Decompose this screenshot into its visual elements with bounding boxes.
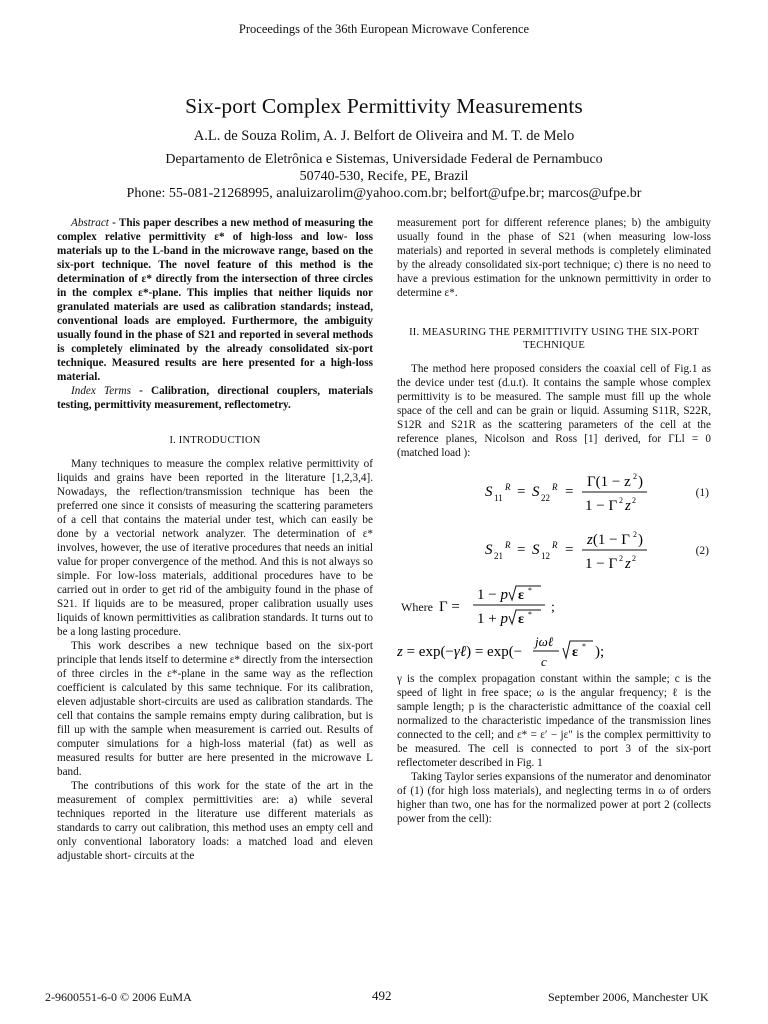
equation-2-graphic xyxy=(397,524,677,576)
contributions-continued: measurement port for different reference planes; b) the ambiguity usually found in the phase of S21 (when measuring low-loss materials) and reported in several methods is completely eliminated by the already consolidated six-port technique; c) there is no need to have a previous estimation for the unknown permittivity in order to determine ε*. xyxy=(397,217,711,299)
svg-text:*: * xyxy=(528,610,532,619)
section-introduction-title: I. INTRODUCTION xyxy=(169,435,261,446)
abstract-text: - This paper describes a new method of measuring the complex relative permittivity ε* of high-loss and low- loss materials up to the L-band in the microwave range, based on the six-port technique. The novel feature of this method is the determination of ε* directly from the intersection of three circles in the complex ε*-plane. This implies that neither liquids nor granulated materials are used as calibration standards; instead, conventional loads are employed. Furthermore, the ambiguity usually found in the phase of S21 and reported in several methods is completely eliminated by the already consolidated six-port technique. Measured results are here presented for a high-loss material. xyxy=(57,217,373,383)
svg-text:R: R xyxy=(505,540,511,550)
section-measuring-title: II. MEASURING THE PERMITTIVITY USING THE SIX-PORT TECHNIQUE xyxy=(409,327,699,351)
affiliation-contact: Phone: 55-081-21268995, analuizarolim@yahoo.com.br; belfort@ufpe.br; marcos@ufpe.br xyxy=(126,186,642,201)
intro-paragraph-1: Many techniques to measure the complex relative permittivity of liquids and grains have been reported in the literature [1,2,3,4]. Nowadays, the reflection/transmission technique has been the preferred one since it consists of measuring the scattering parameters of a cell that contains the material under test, which can easily be done by a vectorial network analyzer. The determination of ε* involves, however, the use of iterative procedures that needs an initial value for proper convergence of the method. And this is not always so simple. For low-loss materials, additional procedures have to be carried out in order to get rid of the ambiguity found in the phase of S21. If liquids are to be measured, proper calibration usually uses liquids of known permittivities as calibration standards. It turns out to be a long lasting procedure. xyxy=(57,458,373,638)
svg-text:ε: ε xyxy=(518,588,524,603)
paper-title: Six-port Complex Permittivity Measurements xyxy=(185,94,583,118)
svg-text:Γ =: Γ = xyxy=(439,599,460,615)
svg-text:z = exp(−γℓ) = exp(−: z = exp(−γℓ) = exp(− xyxy=(397,644,523,660)
gamma-definition xyxy=(397,582,711,632)
svg-text:S: S xyxy=(532,484,540,500)
svg-text:2: 2 xyxy=(619,496,623,505)
svg-text:z: z xyxy=(625,498,631,514)
svg-text:ε: ε xyxy=(518,612,524,627)
svg-text:S: S xyxy=(485,484,493,500)
svg-text:11: 11 xyxy=(494,493,503,503)
left-column xyxy=(57,216,373,863)
abstract xyxy=(57,216,373,384)
equation-2 xyxy=(397,524,711,576)
affiliation-address: 50740-530, Recife, PE, Brazil xyxy=(299,169,469,184)
svg-text:S: S xyxy=(532,542,540,558)
index-terms-label: Index Terms xyxy=(71,385,131,397)
index-terms xyxy=(57,384,373,412)
svg-text:ε: ε xyxy=(572,645,578,660)
conference-header: Proceedings of the 36th European Microwave Conference xyxy=(238,22,530,36)
z-equation-graphic xyxy=(397,632,707,672)
svg-text:Γ(1 − z: Γ(1 − z xyxy=(587,474,631,490)
svg-text:2: 2 xyxy=(633,472,637,481)
svg-text:=: = xyxy=(565,542,574,558)
where-label: Where xyxy=(401,600,433,614)
footer-page-number: 492 xyxy=(372,988,392,1003)
svg-text:): ) xyxy=(638,532,643,548)
equation-1-graphic xyxy=(397,466,677,518)
svg-text:=: = xyxy=(565,484,574,500)
svg-text:R: R xyxy=(552,540,558,550)
gamma-equation-graphic xyxy=(439,582,639,632)
taylor-paragraph: Taking Taylor series expansions of the numerator and denominator of (1) (for high loss materials), and neglecting terms in ω of orders higher than two, one has for the normalized power at port 2 (collects power from the cell): xyxy=(397,771,711,825)
svg-text:R: R xyxy=(552,482,558,492)
svg-text:1 − p: 1 − p xyxy=(477,587,508,603)
intro-paragraph-3: The contributions of this work for the state of the art in the measurement of complex permittivities are: a) while several techniques reported in the literature use different materials as standards to carry out calibration, this method uses an empty cell and only conventional laboratory loads: a matched load and eleven adjustable short- circuits at the xyxy=(57,780,373,862)
svg-text:1 + p: 1 + p xyxy=(477,611,508,627)
svg-text:=: = xyxy=(517,484,526,500)
intro-paragraph-2: This work describes a new technique based on the six-port principle that lends itself to determine ε* directly from the intersection of three circles in the ε*-plane in the same way as the reflection coefficient is calculated by this same technique. For its calibration, eleven adjustable short-circuits are used as calibration standards. The cell that contains the sample remains empty during calibration, but is fill up with the sample when measurement is carried out. Results of computer simulations for a high-loss material (fat) as well as measured results for butter are here presented in the microwave L band. xyxy=(57,640,373,778)
equation-2-number: (2) xyxy=(695,545,709,557)
index-terms-text: - Calibration, directional couplers, materials testing, permittivity measurement, reflectometry. xyxy=(57,385,373,411)
method-paragraph: The method here proposed considers the coaxial cell of Fig.1 as the device under test (d.u.t). It contains the sample whose complex permittivity is to be measured. The sample must fill up the whole space of the cell and can be grain or liquid. Assuming S11R, S22R, S12R and S21R as the scattering parameters of the cell at the reference planes, Nicolson and Ross [1] derived, for ΓLl = 0 (matched load ): xyxy=(397,363,711,459)
svg-text:jωℓ: jωℓ xyxy=(535,634,554,649)
svg-text:12: 12 xyxy=(541,551,550,561)
svg-text:S: S xyxy=(485,542,493,558)
equation-1-number: (1) xyxy=(695,487,709,499)
svg-text:22: 22 xyxy=(541,493,550,503)
svg-text:21: 21 xyxy=(494,551,503,561)
definitions-paragraph: γ is the complex propagation constant within the sample; c is the speed of light in free space; ω is the angular frequency; ℓ is the sample length; p is the characteristic admittance of the coaxial cell normalized to the characteristic impedance of the transmission lines connected to the cell; and ε* = ε′ − jε″ is the complex permittivity to be measured. The cell is connected to port 3 of the six-port reflectometer described in Fig. 1 xyxy=(397,673,711,769)
svg-text:z(1 − Γ: z(1 − Γ xyxy=(587,532,630,548)
svg-text:1 − Γ: 1 − Γ xyxy=(585,556,618,572)
svg-text:z: z xyxy=(625,556,631,572)
svg-text:);: ); xyxy=(595,644,605,660)
svg-text:R: R xyxy=(505,482,511,492)
svg-text:;: ; xyxy=(551,600,555,615)
paper-authors: A.L. de Souza Rolim, A. J. Belfort de Oliveira and M. T. de Melo xyxy=(193,128,575,144)
svg-text:2: 2 xyxy=(632,554,636,563)
equation-1 xyxy=(397,466,711,518)
affiliation-department: Departamento de Eletrônica e Sistemas, Universidade Federal de Pernambuco xyxy=(165,152,603,167)
footer-isbn: 2-9600551-6-0 © 2006 EuMA xyxy=(45,990,192,1004)
svg-text:2: 2 xyxy=(619,554,623,563)
svg-text:2: 2 xyxy=(632,496,636,505)
svg-text:1 − Γ: 1 − Γ xyxy=(585,498,618,514)
svg-text:*: * xyxy=(528,586,532,595)
svg-text:*: * xyxy=(582,642,586,651)
svg-text:=: = xyxy=(517,542,526,558)
right-column xyxy=(397,216,711,826)
footer-date: September 2006, Manchester UK xyxy=(548,990,709,1004)
z-definition xyxy=(397,632,711,672)
svg-text:): ) xyxy=(638,474,643,490)
svg-text:2: 2 xyxy=(633,530,637,539)
abstract-label: Abstract xyxy=(71,217,109,229)
svg-text:c: c xyxy=(541,654,547,669)
